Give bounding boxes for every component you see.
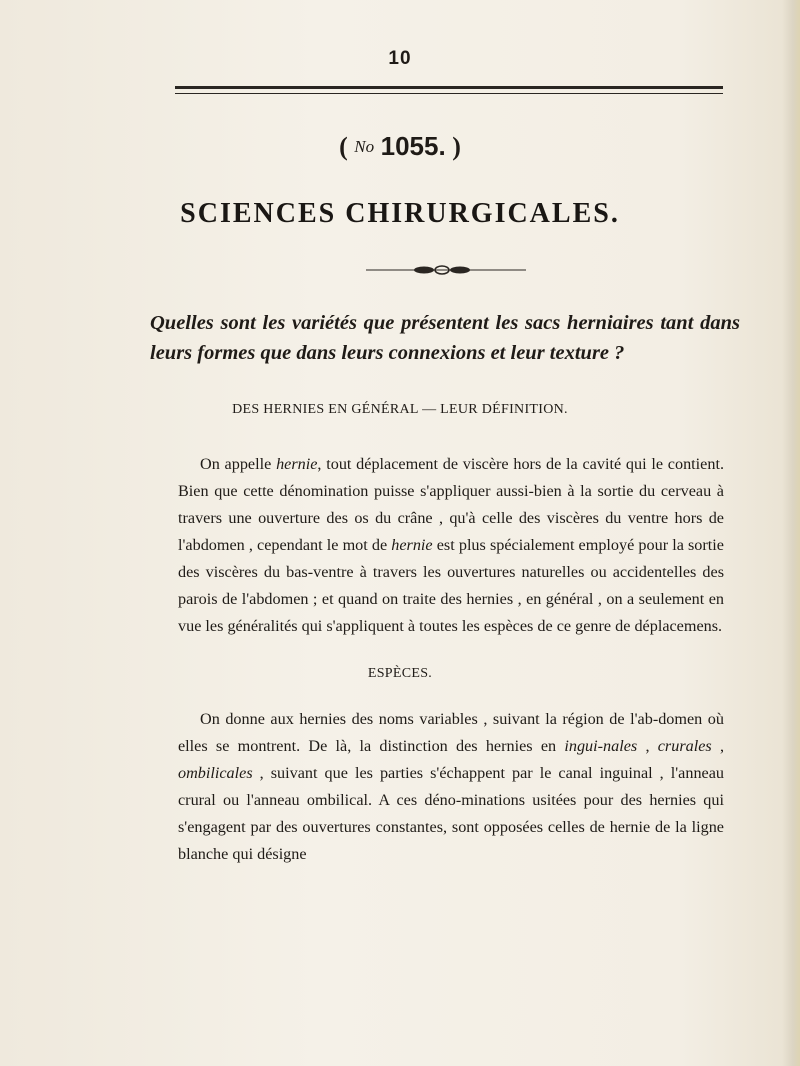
number-label: No	[354, 137, 375, 156]
text-span: On donne aux hernies des noms variables , suivant la région de l'ab-domen où elles se montrent. De là, la distinction des hernies en	[178, 710, 724, 755]
paragraph-definition	[178, 451, 724, 640]
number-value: 1055.	[380, 131, 446, 161]
text-span: , tout déplacement de viscère hors de la cavité qui le contient. Bien que cette dénomination puisse s'appliquer aussi-bien à la sortie du cerveau à travers une ouverture des os du crâne , qu'à celle des viscères du ventre hors de l'abdomen , cependant le mot de	[178, 455, 724, 554]
heading-definition: DES HERNIES EN GÉNÉRAL — LEUR DÉFINITION.	[232, 402, 568, 417]
text-span: ,	[637, 737, 658, 755]
header-rule-thin	[175, 93, 723, 94]
emphasis-hernie: hernie	[276, 455, 318, 473]
question-text: Quelles sont les variétés que présentent les sacs herniaires tant dans leurs formes que dans leurs connexions et leur texture ?	[150, 312, 740, 364]
number-suffix: )	[452, 132, 461, 161]
text-span: ,	[711, 737, 724, 755]
emphasis-crurales: crurales	[657, 737, 712, 755]
number-prefix: (	[339, 132, 348, 161]
ornament-divider-icon	[366, 265, 526, 275]
section-title: SCIENCES CHIRURGICALES.	[180, 198, 620, 229]
paragraph-especes	[178, 706, 724, 868]
emphasis-hernie: hernie	[391, 536, 433, 554]
emphasis-ombilicales: ombilicales	[178, 764, 253, 782]
heading-especes: ESPÈCES.	[367, 666, 433, 681]
text-span: est plus spécialement employé pour la sortie des viscères du bas-ventre à travers les ouvertures naturelles ou accidentelles des parois de l'abdomen ; et quand on traite des hernies , en général , on a seulement en vue les généralités qui s'appliquent à toutes les espèces de ce genre de déplacemens.	[178, 536, 724, 635]
text-span: On appelle	[200, 455, 277, 473]
page-number: 10	[388, 48, 412, 69]
thesis-number	[0, 131, 800, 162]
emphasis-inguinales: ingui-nales	[564, 737, 638, 755]
text-span: , suivant que les parties s'échappent par le canal inguinal , l'anneau crural ou l'anneau ombilical. A ces déno-minations usitées pour des hernies qui s'engagent par des ouvertures constantes, sont opposées celles de hernie de la ligne blanche qui désigne	[178, 764, 724, 863]
header-rule	[175, 86, 723, 89]
